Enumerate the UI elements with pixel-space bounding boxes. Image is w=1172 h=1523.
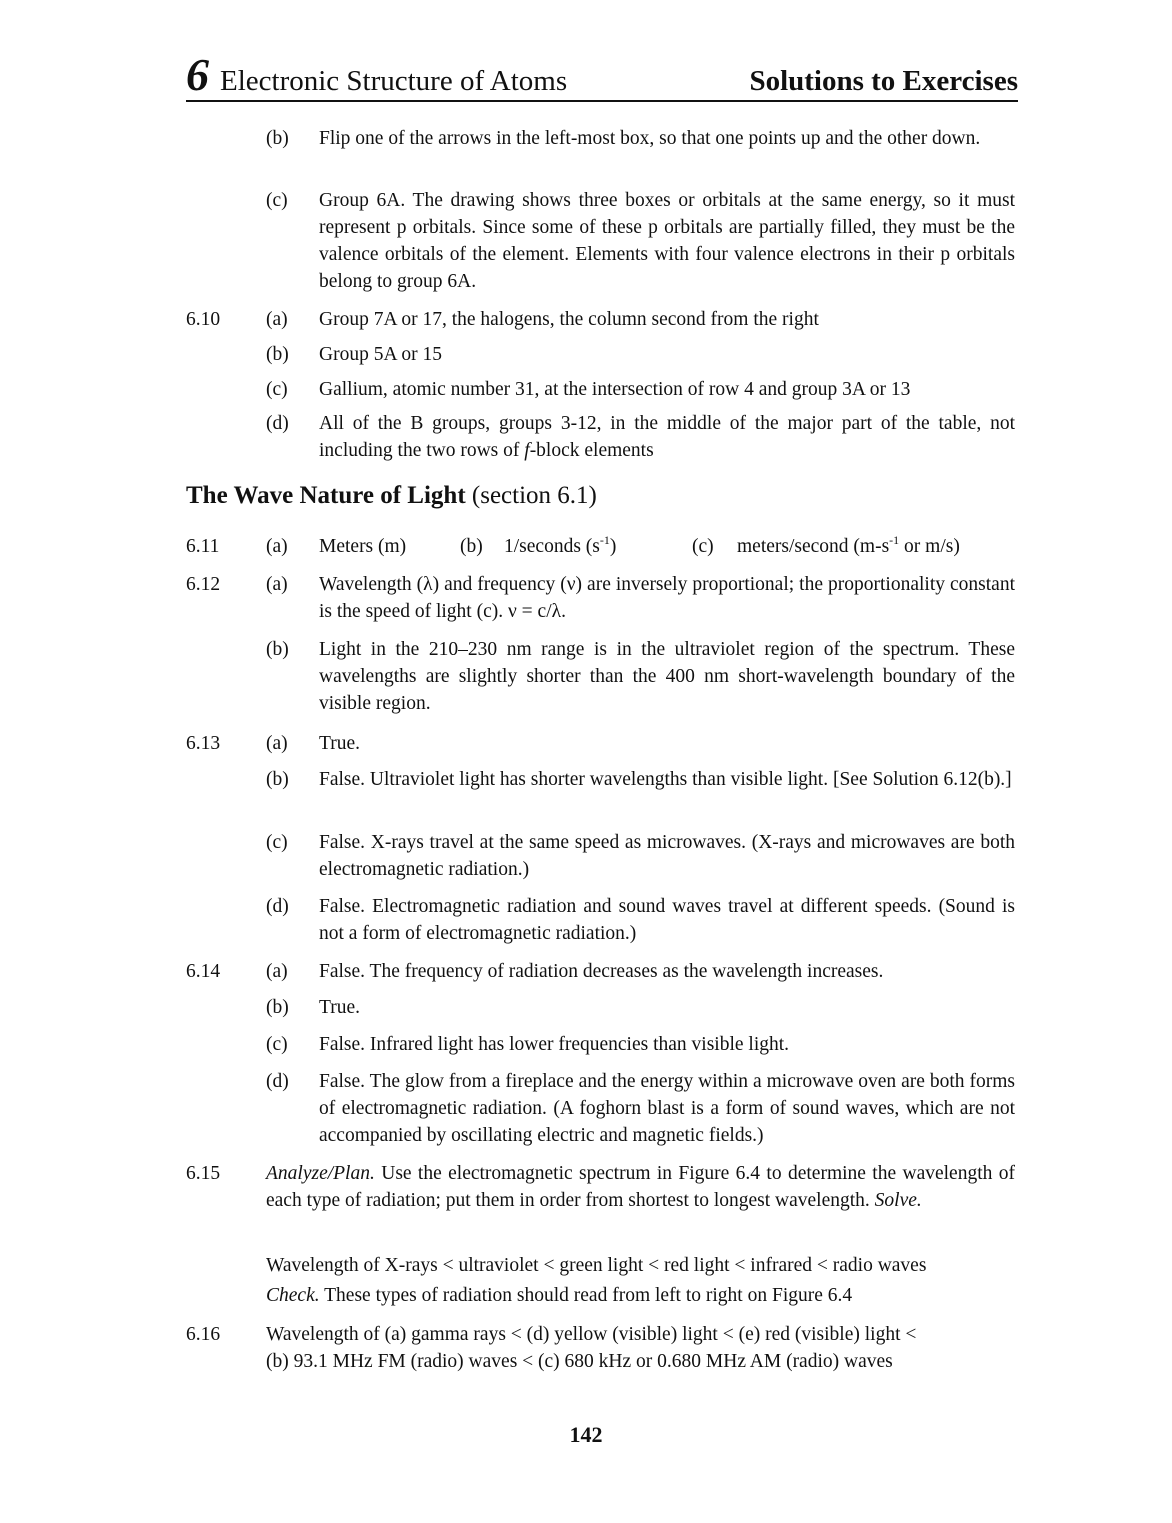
answer-text: Group 5A or 15 — [319, 344, 442, 365]
item-label: (a) — [266, 733, 288, 754]
item-label: (d) — [266, 1071, 289, 1092]
exercise-number: 6.12 — [186, 574, 221, 595]
exercise-number: 6.15 — [186, 1163, 221, 1184]
exercise-number: 6.10 — [186, 309, 221, 330]
answer-text: meters/second ($m-s^{-1}$ or m/s) — [737, 533, 960, 557]
answer-text: Wavelength of X-rays < ultraviolet < green light < red light < infrared < radio waves — [266, 1255, 927, 1276]
answer-text: True. — [319, 997, 360, 1018]
exercise-number: 6.14 — [186, 961, 221, 982]
answer-text: Group 7A or 17, the halogens, the column second from the right — [319, 309, 819, 330]
exercise-number: 6.16 — [186, 1324, 221, 1345]
item-label: (d) — [266, 896, 289, 917]
answer-text: (b) 93.1 MHz FM (radio) waves < (c) 680 kHz or 0.680 MHz AM (radio) waves — [266, 1351, 893, 1372]
item-label: (c) — [266, 379, 288, 400]
item-label: (d) — [266, 413, 289, 434]
answer-text: True. — [319, 733, 360, 754]
answer-text: False. X-rays travel at the same speed as microwaves. (X-rays and microwaves are both electromagnetic radiation.) — [319, 832, 1015, 880]
answer-text: False. Electromagnetic radiation and sound waves travel at different speeds. (Sound is not a form of electromagnetic radiation.) — [319, 896, 1015, 944]
item-label: (c) — [266, 190, 288, 211]
answer-text: Group 6A. The drawing shows three boxes or orbitals at the same energy, so it must represent p orbitals. Since some of these p orbitals are partially filled, they must be the valence orbitals of the element. Elements with four valence electrons in their p orbitals belong to group 6A. — [319, 190, 1015, 292]
answer-text: False. Infrared light has lower frequencies than visible light. — [319, 1034, 790, 1055]
item-label: (b) — [266, 997, 289, 1018]
item-label: (c) — [692, 536, 714, 557]
answer-text: Flip one of the arrows in the left-most box, so that one points up and the other down. — [319, 128, 981, 149]
answer-text: All of the B groups, groups 3-12, in the middle of the major part of the table, not including the two rows of f-block elements — [319, 413, 1015, 461]
answer-text: 1/seconds $(s^{-1})$ — [504, 533, 617, 557]
exercise-number: 6.11 — [186, 536, 220, 557]
answer-text: Light in the 210–230 nm range is in the ultraviolet region of the spectrum. These wavelengths are slightly shorter than the 400 nm short-wavelength boundary of the visible region. — [319, 639, 1015, 714]
answer-text: Analyze/Plan. Use the electromagnetic spectrum in Figure 6.4 to determine the wavelength of each type of radiation; put them in order from shortest to longest wavelength. Solve. — [266, 1163, 1015, 1211]
answer-text: Wavelength (λ) and frequency (ν) are inversely proportional; the proportionality constant is the speed of light (c). ν = c/λ. — [319, 574, 1015, 622]
item-label: (a) — [266, 536, 288, 557]
chapter-title: Electronic Structure of Atoms — [220, 65, 568, 97]
item-label: (b) — [266, 639, 289, 660]
answer-text: Wavelength of (a) gamma rays < (d) yellow (visible) light < (e) red (visible) light < — [266, 1324, 917, 1345]
item-label: (c) — [266, 1034, 288, 1055]
answer-text: False. Ultraviolet light has shorter wavelengths than visible light. [See Solution 6.12(b).] — [319, 769, 1012, 790]
item-label: (a) — [266, 309, 288, 330]
answer-text: Check. These types of radiation should read from left to right on Figure 6.4 — [266, 1285, 853, 1306]
page-header — [186, 49, 1018, 102]
exercise-number: 6.13 — [186, 733, 221, 754]
section-heading: The Wave Nature of Light (section 6.1) — [186, 482, 597, 509]
page-number: 142 — [569, 1422, 603, 1447]
item-label: (b) — [266, 344, 289, 365]
item-label: (b) — [266, 769, 289, 790]
item-label: (b) — [266, 128, 289, 149]
chapter-number: 6 — [186, 49, 209, 100]
answer-text: False. The glow from a fireplace and the energy within a microwave oven are both forms of electromagnetic radiation. (A foghorn blast is a form of sound waves, which are not accompanied by oscillating electric and magnetic fields.) — [319, 1071, 1015, 1146]
answer-text: False. The frequency of radiation decreases as the wavelength increases. — [319, 961, 884, 982]
item-label: (c) — [266, 832, 288, 853]
item-label: (a) — [266, 961, 288, 982]
item-label: (a) — [266, 574, 288, 595]
answer-text: Meters (m) — [319, 536, 407, 557]
item-label: (b) — [460, 536, 483, 557]
answer-text: Gallium, atomic number 31, at the intersection of row 4 and group 3A or 13 — [319, 379, 911, 400]
running-title: Solutions to Exercises — [749, 65, 1018, 97]
